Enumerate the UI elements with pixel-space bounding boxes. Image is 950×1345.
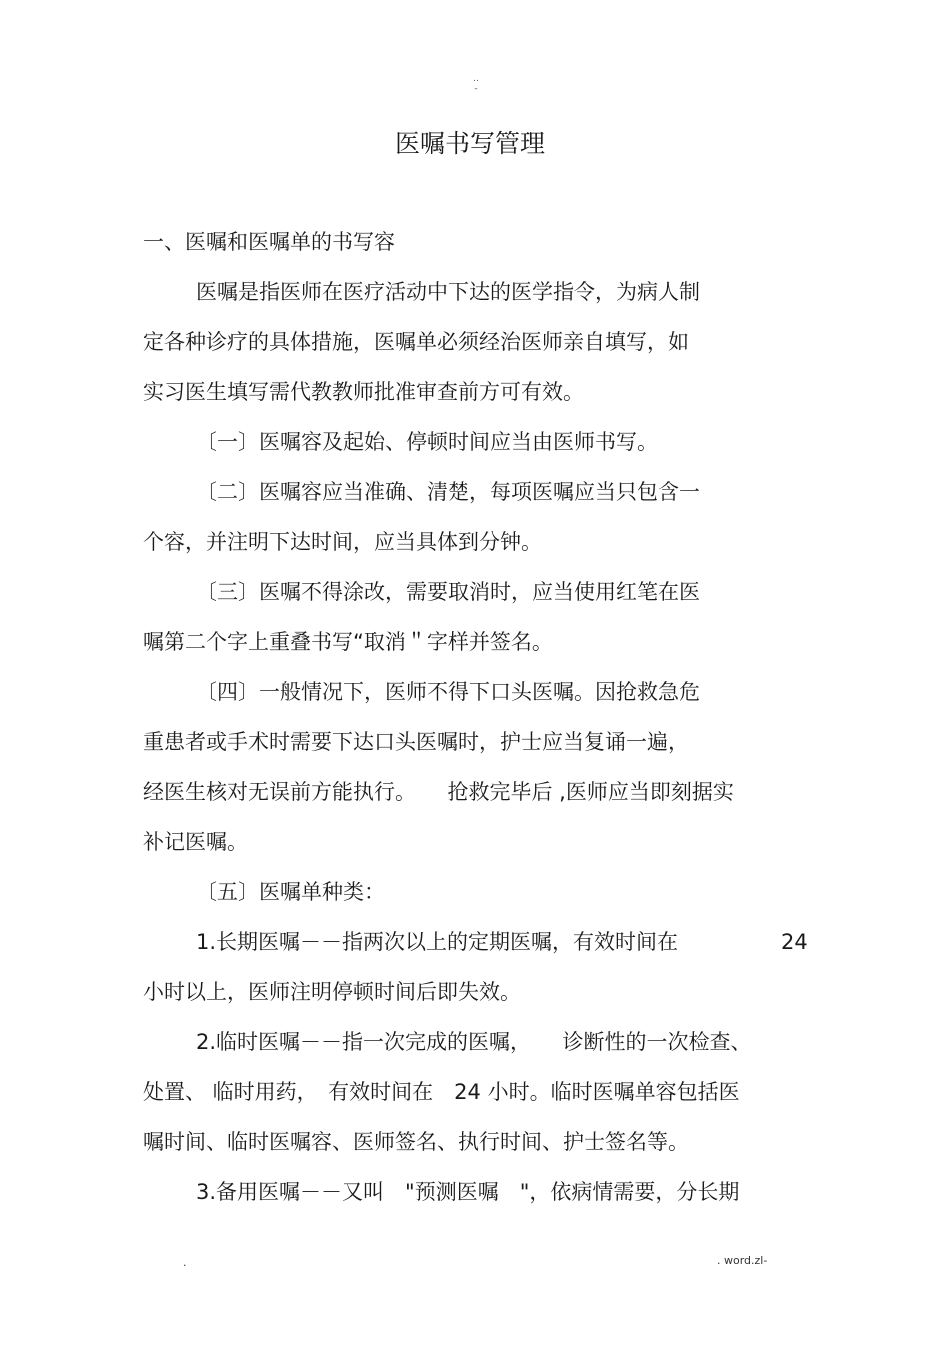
paragraph-line: 嘱时间、临时医嘱容、医师签名、执行时间、护士签名等。 — [143, 1130, 689, 1154]
paragraph-line: 补记医嘱。 — [143, 830, 248, 854]
paragraph-line: 重患者或手术时需要下达口头医嘱时，护士应当复诵一遍， — [143, 730, 689, 754]
paragraph-line: 个容，并注明下达时间，应当具体到分钟。 — [143, 530, 542, 554]
paragraph-line: 医嘱是指医师在医疗活动中下达的医学指令，为病人制 — [196, 280, 700, 304]
page-title: 医嘱书写管理 — [394, 129, 545, 158]
paragraph-line: 定各种诊疗的具体措施，医嘱单必须经治医师亲自填写，如 — [143, 330, 689, 354]
paragraph-line: 小时以上，医师注明停顿时间后即失效。 — [143, 980, 521, 1004]
paragraph-number: 24 — [781, 930, 808, 954]
section-heading: 一、医嘱和医嘱单的书写容 — [143, 230, 395, 254]
paragraph-line: 〔二〕医嘱容应当准确、清楚，每项医嘱应当只包含一 — [196, 480, 700, 504]
paragraph-line: 3.备用医嘱－－又叫 "预测医嘱 "，依病情需要，分长期 — [196, 1180, 740, 1204]
paragraph-line: 嘱第二个字上重叠书写“取消＂字样并签名。 — [143, 630, 553, 654]
paragraph-line: 1.长期医嘱－－指两次以上的定期医嘱，有效时间在 — [196, 930, 679, 954]
footer-left: . — [183, 1256, 187, 1269]
footer-right: . word.zl- — [717, 1254, 768, 1267]
paragraph-line: 〔一〕医嘱容及起始、停顿时间应当由医师书写。 — [196, 430, 658, 454]
paragraph-line: 经医生核对无误前方能执行。 抢救完毕后 ,医师应当即刻据实 — [143, 780, 734, 804]
header-mark-top: .. — [473, 74, 479, 84]
header-mark — [471, 74, 481, 94]
paragraph-line: 〔五〕医嘱单种类： — [196, 880, 385, 904]
paragraph-line: 〔三〕医嘱不得涂改，需要取消时，应当使用红笔在医 — [196, 580, 700, 604]
paragraph-line: 2.临时医嘱－－指一次完成的医嘱， 诊断性的一次检查、 — [196, 1030, 752, 1054]
paragraph-line: 〔四〕一般情况下，医师不得下口头医嘱。因抢救急危 — [196, 680, 700, 704]
paragraph-line: 实习医生填写需代教教师批准审查前方可有效。 — [143, 380, 584, 404]
header-mark-bottom: - — [474, 84, 478, 94]
paragraph-line: 处置、 临时用药， 有效时间在 24 小时。临时医嘱单容包括医 — [143, 1080, 740, 1104]
